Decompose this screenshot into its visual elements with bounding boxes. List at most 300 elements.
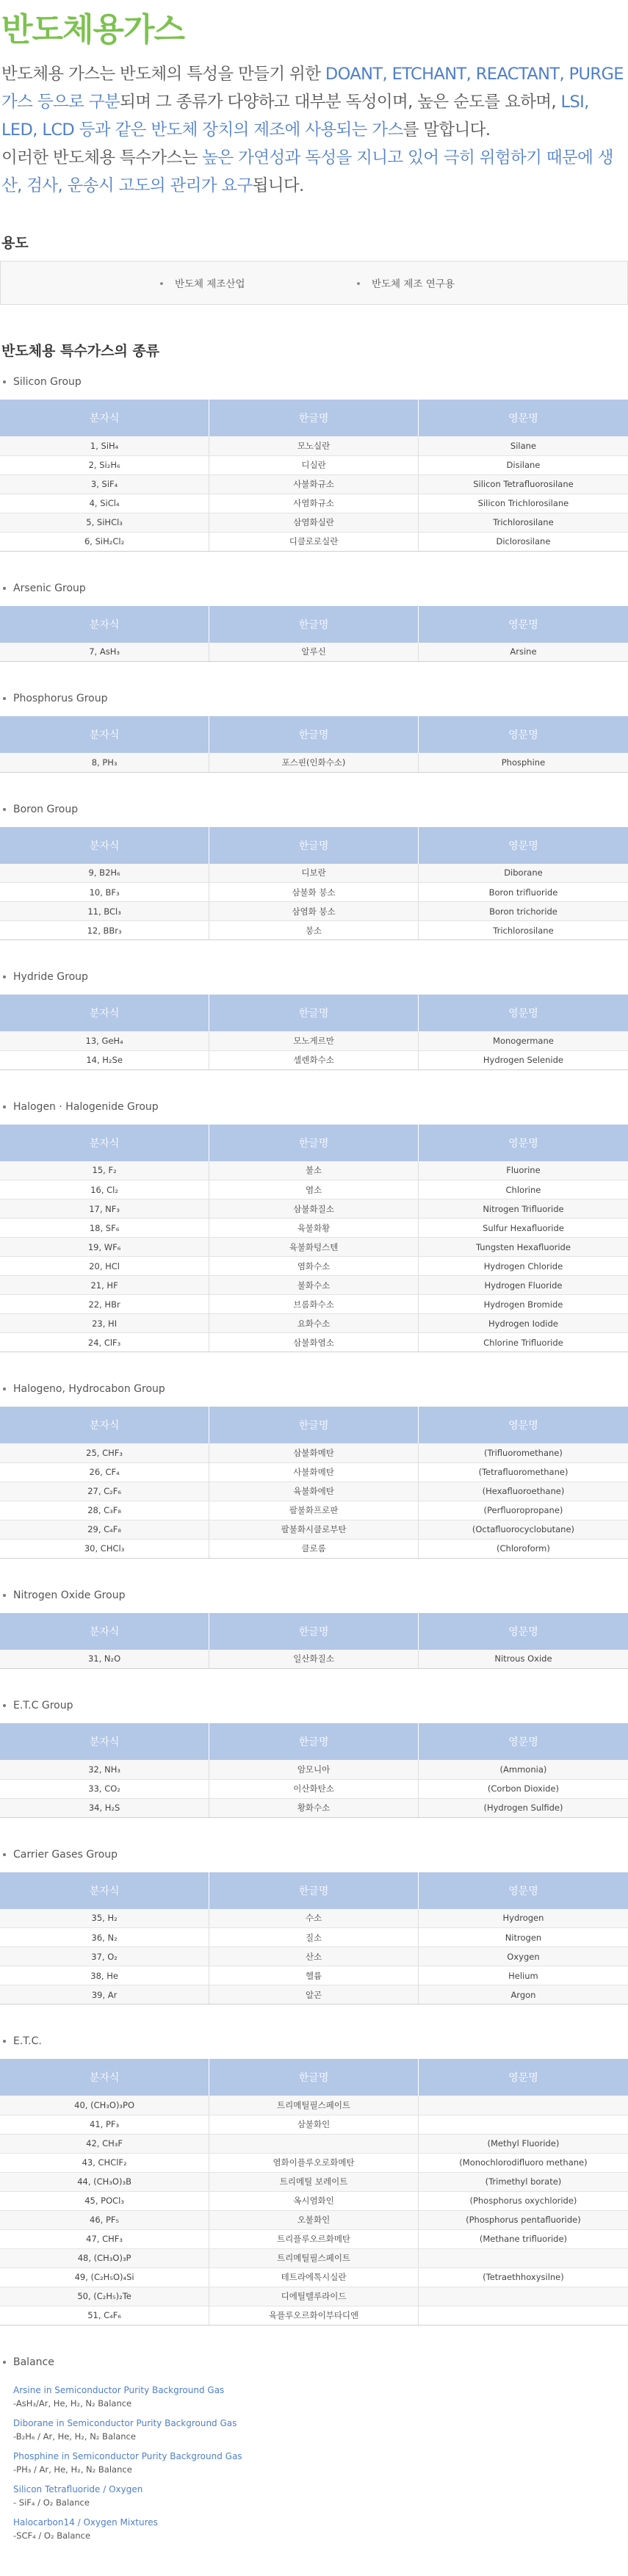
korean-name-cell: 헬륨 bbox=[209, 1966, 419, 1985]
table-header-row bbox=[0, 1407, 628, 1443]
english-name-cell bbox=[418, 2248, 628, 2267]
formula-cell: 32, NH₃ bbox=[0, 1760, 209, 1779]
korean-name-cell: 사염화규소 bbox=[209, 494, 419, 513]
intro-text-plain: 됩니다. bbox=[252, 176, 304, 195]
formula-cell: 39, Ar bbox=[0, 1985, 209, 2005]
column-header: 영문명 bbox=[418, 716, 628, 753]
gas-group bbox=[0, 684, 628, 773]
table-row bbox=[0, 494, 628, 513]
balance-item-title: Phosphine in Semiconductor Purity Background Gas bbox=[13, 2450, 242, 2461]
english-name-cell bbox=[418, 2306, 628, 2325]
balance-section bbox=[0, 2348, 628, 2547]
table-row bbox=[0, 1276, 628, 1295]
english-name-cell: (Tetrafluoromethane) bbox=[418, 1462, 628, 1482]
table-row bbox=[0, 1482, 628, 1501]
korean-name-cell: 사불화규소 bbox=[209, 475, 419, 494]
table-row bbox=[0, 643, 628, 662]
column-header: 영문명 bbox=[418, 1723, 628, 1760]
table-row bbox=[0, 1180, 628, 1199]
table-row bbox=[0, 1539, 628, 1558]
column-header: 한글명 bbox=[209, 1407, 419, 1443]
column-header: 영문명 bbox=[418, 995, 628, 1031]
table-row bbox=[0, 1238, 628, 1257]
english-name-cell: Boron trifluoride bbox=[418, 883, 628, 902]
formula-cell: 34, H₂S bbox=[0, 1798, 209, 1817]
column-header: 분자식 bbox=[0, 716, 209, 753]
column-header: 영문명 bbox=[418, 2059, 628, 2096]
gas-table bbox=[0, 1872, 628, 2005]
english-name-cell: Disilane bbox=[418, 455, 628, 475]
formula-cell: 1, SiH₄ bbox=[0, 436, 209, 455]
column-header: 분자식 bbox=[0, 995, 209, 1031]
english-name-cell: Arsine bbox=[418, 643, 628, 662]
table-row bbox=[0, 864, 628, 883]
group-name: Carrier Gases Group bbox=[0, 1844, 628, 1872]
english-name-cell: Silicon Trichlorosilane bbox=[418, 494, 628, 513]
table-row bbox=[0, 1314, 628, 1333]
balance-item-title: Arsine in Semiconductor Purity Background Gas bbox=[13, 2384, 225, 2395]
formula-cell: 24, ClF₃ bbox=[0, 1333, 209, 1352]
group-name: E.T.C Group bbox=[0, 1695, 628, 1723]
formula-cell: 36, N₂ bbox=[0, 1928, 209, 1947]
table-row bbox=[0, 1462, 628, 1482]
gas-table bbox=[0, 400, 628, 552]
formula-cell: 30, CHCl₃ bbox=[0, 1539, 209, 1558]
gas-group bbox=[0, 1092, 628, 1353]
group-name: Arsenic Group bbox=[0, 578, 628, 606]
english-name-cell: (Methane trifluoride) bbox=[418, 2229, 628, 2248]
column-header: 분자식 bbox=[0, 1613, 209, 1650]
usage-item: • 반도체 제조산업 bbox=[159, 275, 355, 290]
gas-groups bbox=[0, 367, 628, 2326]
table-header-row bbox=[0, 995, 628, 1031]
formula-cell: 45, POCl₃ bbox=[0, 2191, 209, 2210]
korean-name-cell: 육불화텅스텐 bbox=[209, 1238, 419, 1257]
formula-cell: 19, WF₆ bbox=[0, 1238, 209, 1257]
table-row bbox=[0, 902, 628, 921]
formula-cell: 16, Cl₂ bbox=[0, 1180, 209, 1199]
korean-name-cell: 염화수소 bbox=[209, 1257, 419, 1276]
korean-name-cell: 삼염화 붕소 bbox=[209, 902, 419, 921]
table-header-row bbox=[0, 1872, 628, 1909]
gas-table bbox=[0, 1723, 628, 1818]
english-name-cell: Helium bbox=[418, 1966, 628, 1985]
english-name-cell: Hydrogen Fluoride bbox=[418, 1276, 628, 1295]
formula-cell: 14, H₂Se bbox=[0, 1050, 209, 1069]
english-name-cell: (Trimethyl borate) bbox=[418, 2172, 628, 2191]
formula-cell: 25, CHF₃ bbox=[0, 1443, 209, 1462]
gas-group bbox=[0, 962, 628, 1070]
table-row bbox=[0, 2191, 628, 2210]
column-header: 한글명 bbox=[209, 606, 419, 643]
english-name-cell: Hydrogen Selenide bbox=[418, 1050, 628, 1069]
table-row bbox=[0, 2229, 628, 2248]
formula-cell: 3, SiF₄ bbox=[0, 475, 209, 494]
gas-table bbox=[0, 1407, 628, 1559]
usage-box bbox=[0, 261, 628, 305]
usage-title: 용도 bbox=[1, 235, 29, 251]
formula-cell: 23, HI bbox=[0, 1314, 209, 1333]
english-name-cell: Chlorine Trifluoride bbox=[418, 1333, 628, 1352]
gas-table bbox=[0, 1613, 628, 1670]
korean-name-cell: 육플루오르화이부타디엔 bbox=[209, 2306, 419, 2325]
intro-text bbox=[0, 50, 628, 200]
column-header: 분자식 bbox=[0, 1872, 209, 1909]
table-header-row bbox=[0, 1723, 628, 1760]
korean-name-cell: 팔불화시클로부탄 bbox=[209, 1520, 419, 1539]
korean-name-cell: 클로롬 bbox=[209, 1539, 419, 1558]
table-header-row bbox=[0, 606, 628, 643]
korean-name-cell: 수소 bbox=[209, 1909, 419, 1928]
formula-cell: 31, N₂O bbox=[0, 1650, 209, 1669]
balance-item-detail: - SiF₄ / O₂ Balance bbox=[13, 2497, 90, 2508]
formula-cell: 27, C₂F₆ bbox=[0, 1482, 209, 1501]
english-name-cell: (Phosphorus pentafluoride) bbox=[418, 2210, 628, 2229]
formula-cell: 13, GeH₄ bbox=[0, 1031, 209, 1050]
formula-cell: 38, He bbox=[0, 1966, 209, 1985]
formula-cell: 6, SiH₂Cl₂ bbox=[0, 532, 209, 551]
table-row bbox=[0, 2306, 628, 2325]
column-header: 한글명 bbox=[209, 827, 419, 864]
balance-item bbox=[1, 2514, 627, 2547]
balance-item-title: Diborane in Semiconductor Purity Background Gas bbox=[13, 2417, 237, 2428]
formula-cell: 46, PF₅ bbox=[0, 2210, 209, 2229]
table-row bbox=[0, 2287, 628, 2306]
gas-table bbox=[0, 606, 628, 663]
column-header: 영문명 bbox=[418, 827, 628, 864]
korean-name-cell: 요화수소 bbox=[209, 1314, 419, 1333]
table-row bbox=[0, 2115, 628, 2134]
table-row bbox=[0, 1333, 628, 1352]
english-name-cell: Silane bbox=[418, 436, 628, 455]
english-name-cell: Diclorosilane bbox=[418, 532, 628, 551]
formula-cell: 47, CHF₃ bbox=[0, 2229, 209, 2248]
gas-group bbox=[0, 2027, 628, 2326]
english-name-cell bbox=[418, 2287, 628, 2306]
korean-name-cell: 셀렌화수소 bbox=[209, 1050, 419, 1069]
formula-cell: 42, CH₃F bbox=[0, 2134, 209, 2153]
table-row bbox=[0, 1985, 628, 2005]
gas-table bbox=[0, 995, 628, 1070]
group-name: Halogen · Halogenide Group bbox=[0, 1097, 628, 1125]
english-name-cell: Nitrous Oxide bbox=[418, 1650, 628, 1669]
korean-name-cell: 모노실란 bbox=[209, 436, 419, 455]
balance-item-detail: -SCF₄ / O₂ Balance bbox=[13, 2530, 91, 2541]
gas-group bbox=[0, 1581, 628, 1670]
table-row bbox=[0, 1031, 628, 1050]
korean-name-cell: 옥시염화인 bbox=[209, 2191, 419, 2210]
table-row bbox=[0, 1650, 628, 1669]
column-header: 분자식 bbox=[0, 1723, 209, 1760]
balance-item bbox=[1, 2447, 627, 2481]
english-name-cell: Sulfur Hexafluoride bbox=[418, 1219, 628, 1238]
korean-name-cell: 이산화탄소 bbox=[209, 1779, 419, 1798]
english-name-cell: Oxygen bbox=[418, 1947, 628, 1966]
table-row bbox=[0, 1199, 628, 1219]
group-name: Boron Group bbox=[0, 799, 628, 827]
korean-name-cell: 디실란 bbox=[209, 455, 419, 475]
english-name-cell: Trichlorosilane bbox=[418, 513, 628, 532]
balance-item-detail: -B₂H₆ / Ar, He, H₂, N₂ Balance bbox=[13, 2431, 136, 2442]
table-row bbox=[0, 1443, 628, 1462]
table-row bbox=[0, 753, 628, 772]
english-name-cell: Diborane bbox=[418, 864, 628, 883]
balance-item-title: Silicon Tetrafluoride / Oxygen bbox=[13, 2483, 143, 2494]
formula-cell: 10, BF₃ bbox=[0, 883, 209, 902]
group-name: Silicon Group bbox=[0, 372, 628, 400]
gas-types-title: 반도체용 특수가스의 종류 bbox=[1, 343, 160, 359]
gas-group bbox=[0, 1374, 628, 1559]
korean-name-cell: 알곤 bbox=[209, 1985, 419, 2005]
korean-name-cell: 불화수소 bbox=[209, 1276, 419, 1295]
table-row bbox=[0, 2172, 628, 2191]
column-header: 한글명 bbox=[209, 1125, 419, 1161]
formula-cell: 11, BCl₃ bbox=[0, 902, 209, 921]
balance-item bbox=[1, 2414, 627, 2447]
intro-text-highlight: 높은 가연성과 독성을 지니고 있어 극히 위험하기 때문에 생산, 검사, 운송시 고도의 관리가 요구 bbox=[1, 148, 613, 195]
table-row bbox=[0, 1520, 628, 1539]
column-header: 한글명 bbox=[209, 400, 419, 436]
table-row bbox=[0, 1050, 628, 1069]
column-header: 분자식 bbox=[0, 2059, 209, 2096]
english-name-cell: (Hexafluoroethane) bbox=[418, 1482, 628, 1501]
english-name-cell: (Perfluoropropane) bbox=[418, 1501, 628, 1520]
korean-name-cell: 황화수소 bbox=[209, 1798, 419, 1817]
table-header-row bbox=[0, 1613, 628, 1650]
group-name: Phosphorus Group bbox=[0, 688, 628, 716]
table-row bbox=[0, 2210, 628, 2229]
column-header: 영문명 bbox=[418, 1613, 628, 1650]
balance-list bbox=[0, 2380, 628, 2547]
english-name-cell: (Trifluoromethane) bbox=[418, 1443, 628, 1462]
korean-name-cell: 삼불화인 bbox=[209, 2115, 419, 2134]
intro-text-plain: 를 말합니다. bbox=[403, 120, 491, 140]
balance-item-title: Halocarbon14 / Oxygen Mixtures bbox=[13, 2517, 158, 2528]
formula-cell: 26, CF₄ bbox=[0, 1462, 209, 1482]
gas-group bbox=[0, 795, 628, 941]
balance-item-detail: -PH₃ / Ar, He, H₂, N₂ Balance bbox=[13, 2464, 132, 2475]
gas-group bbox=[0, 367, 628, 552]
korean-name-cell: 일산화질소 bbox=[209, 1650, 419, 1669]
korean-name-cell: 산소 bbox=[209, 1947, 419, 1966]
formula-cell: 43, CHClF₂ bbox=[0, 2153, 209, 2172]
english-name-cell: (Corbon Dioxide) bbox=[418, 1779, 628, 1798]
intro-text-highlight: PURGE 가스 등으로 구분 bbox=[1, 65, 624, 112]
formula-cell: 8, PH₃ bbox=[0, 753, 209, 772]
page-title: 반도체용가스 bbox=[1, 11, 185, 48]
table-row bbox=[0, 1257, 628, 1276]
korean-name-cell: 브롬화수소 bbox=[209, 1295, 419, 1314]
gas-table bbox=[0, 2059, 628, 2326]
korean-name-cell: 육불화황 bbox=[209, 1219, 419, 1238]
formula-cell: 9, B2H₆ bbox=[0, 864, 209, 883]
column-header: 영문명 bbox=[418, 1872, 628, 1909]
intro-paragraph-1 bbox=[1, 60, 627, 144]
english-name-cell: Phosphine bbox=[418, 753, 628, 772]
column-header: 한글명 bbox=[209, 1723, 419, 1760]
english-name-cell: (Phosphorus oxychloride) bbox=[418, 2191, 628, 2210]
column-header: 분자식 bbox=[0, 1407, 209, 1443]
korean-name-cell: 질소 bbox=[209, 1928, 419, 1947]
gas-table bbox=[0, 716, 628, 773]
table-row bbox=[0, 1909, 628, 1928]
table-header-row bbox=[0, 827, 628, 864]
table-row bbox=[0, 2267, 628, 2287]
english-name-cell: Silicon Tetrafluorosilane bbox=[418, 475, 628, 494]
balance-item-detail: -AsH₃/Ar, He, H₂, N₂ Balance bbox=[13, 2398, 132, 2409]
korean-name-cell: 염소 bbox=[209, 1180, 419, 1199]
korean-name-cell: 트리메틸 보레이트 bbox=[209, 2172, 419, 2191]
english-name-cell: Trichlorosilane bbox=[418, 921, 628, 940]
korean-name-cell: 불소 bbox=[209, 1161, 419, 1180]
column-header: 분자식 bbox=[0, 400, 209, 436]
english-name-cell: Fluorine bbox=[418, 1161, 628, 1180]
korean-name-cell: 사불화메탄 bbox=[209, 1462, 419, 1482]
formula-cell: 28, C₃F₈ bbox=[0, 1501, 209, 1520]
formula-cell: 37, O₂ bbox=[0, 1947, 209, 1966]
english-name-cell: Hydrogen bbox=[418, 1909, 628, 1928]
korean-name-cell: 디에틸텔루라이드 bbox=[209, 2287, 419, 2306]
korean-name-cell: 디보란 bbox=[209, 864, 419, 883]
usage-item: • 반도체 제조 연구용 bbox=[355, 275, 552, 290]
intro-paragraph-2 bbox=[1, 144, 627, 200]
column-header: 영문명 bbox=[418, 1407, 628, 1443]
gas-group bbox=[0, 574, 628, 663]
english-name-cell: Nitrogen Trifluoride bbox=[418, 1199, 628, 1219]
column-header: 분자식 bbox=[0, 1125, 209, 1161]
column-header: 한글명 bbox=[209, 2059, 419, 2096]
korean-name-cell: 염화이플루오로화메탄 bbox=[209, 2153, 419, 2172]
column-header: 한글명 bbox=[209, 995, 419, 1031]
korean-name-cell: 암모니아 bbox=[209, 1760, 419, 1779]
english-name-cell: (Monochlorodifluoro methane) bbox=[418, 2153, 628, 2172]
english-name-cell: Boron trichoride bbox=[418, 902, 628, 921]
formula-cell: 50, (C₂H₅)₂Te bbox=[0, 2287, 209, 2306]
formula-cell: 29, C₄F₈ bbox=[0, 1520, 209, 1539]
korean-name-cell: 육불화에탄 bbox=[209, 1482, 419, 1501]
korean-name-cell: 디클로로실란 bbox=[209, 532, 419, 551]
column-header: 분자식 bbox=[0, 827, 209, 864]
table-row bbox=[0, 1798, 628, 1817]
intro-text-highlight: LSI, LED, LCD 등과 같은 반도체 장치의 제조에 사용되는 가스 bbox=[1, 93, 589, 140]
korean-name-cell: 트리메틸필스페이트 bbox=[209, 2248, 419, 2267]
gas-group bbox=[0, 1691, 628, 1818]
group-name: Halogeno, Hydrocabon Group bbox=[0, 1379, 628, 1407]
english-name-cell: (Ammonia) bbox=[418, 1760, 628, 1779]
formula-cell: 21, HF bbox=[0, 1276, 209, 1295]
english-name-cell: Hydrogen Iodide bbox=[418, 1314, 628, 1333]
formula-cell: 2, Si₂H₆ bbox=[0, 455, 209, 475]
english-name-cell: (Methyl Fluoride) bbox=[418, 2134, 628, 2153]
formula-cell: 7, AsH₃ bbox=[0, 643, 209, 662]
table-header-row bbox=[0, 2059, 628, 2096]
table-row bbox=[0, 1947, 628, 1966]
formula-cell: 17, NF₃ bbox=[0, 1199, 209, 1219]
formula-cell: 12, BBr₃ bbox=[0, 921, 209, 940]
table-row bbox=[0, 1219, 628, 1238]
english-name-cell: (Hydrogen Sulfide) bbox=[418, 1798, 628, 1817]
formula-cell: 18, SF₆ bbox=[0, 1219, 209, 1238]
column-header: 영문명 bbox=[418, 400, 628, 436]
korean-name-cell: 모노게르만 bbox=[209, 1031, 419, 1050]
column-header: 영문명 bbox=[418, 1125, 628, 1161]
table-row bbox=[0, 2134, 628, 2153]
table-row bbox=[0, 1760, 628, 1779]
table-row bbox=[0, 883, 628, 902]
table-row bbox=[0, 1501, 628, 1520]
table-header-row bbox=[0, 400, 628, 436]
table-row bbox=[0, 921, 628, 940]
gas-table bbox=[0, 827, 628, 941]
formula-cell: 22, HBr bbox=[0, 1295, 209, 1314]
korean-name-cell: 삼염화실란 bbox=[209, 513, 419, 532]
korean-name-cell: 삼불화질소 bbox=[209, 1199, 419, 1219]
formula-cell: 33, CO₂ bbox=[0, 1779, 209, 1798]
korean-name-cell: 삼불화염소 bbox=[209, 1333, 419, 1352]
table-row bbox=[0, 455, 628, 475]
korean-name-cell: 삼불화메탄 bbox=[209, 1443, 419, 1462]
column-header: 한글명 bbox=[209, 716, 419, 753]
table-row bbox=[0, 532, 628, 551]
table-row bbox=[0, 1161, 628, 1180]
english-name-cell: Nitrogen bbox=[418, 1928, 628, 1947]
intro-text-plain: 되며 그 종류가 다양하고 대부분 독성이며, 높은 순도를 요하며, bbox=[120, 93, 561, 112]
table-row bbox=[0, 2096, 628, 2115]
korean-name-cell: 삼불화 붕소 bbox=[209, 883, 419, 902]
formula-cell: 20, HCl bbox=[0, 1257, 209, 1276]
formula-cell: 5, SiHCl₃ bbox=[0, 513, 209, 532]
table-header-row bbox=[0, 716, 628, 753]
formula-cell: 4, SiCl₄ bbox=[0, 494, 209, 513]
table-header-row bbox=[0, 1125, 628, 1161]
formula-cell: 48, (CH₃O)₃P bbox=[0, 2248, 209, 2267]
balance-title: Balance bbox=[0, 2352, 628, 2380]
english-name-cell bbox=[418, 2096, 628, 2115]
formula-cell: 44, (CH₃O)₃B bbox=[0, 2172, 209, 2191]
formula-cell: 51, C₄F₆ bbox=[0, 2306, 209, 2325]
intro-text-plain: 이러한 반도체용 특수가스는 bbox=[1, 148, 203, 167]
table-row bbox=[0, 2248, 628, 2267]
english-name-cell: Chlorine bbox=[418, 1180, 628, 1199]
table-row bbox=[0, 1928, 628, 1947]
korean-name-cell: 붕소 bbox=[209, 921, 419, 940]
intro-text-plain: 반도체용 가스는 반도체의 특성을 만들기 위한 bbox=[1, 65, 325, 84]
korean-name-cell bbox=[209, 2134, 419, 2153]
column-header: 영문명 bbox=[418, 606, 628, 643]
balance-item bbox=[1, 2481, 627, 2514]
table-row bbox=[0, 1295, 628, 1314]
english-name-cell: (Octafluorocyclobutane) bbox=[418, 1520, 628, 1539]
korean-name-cell: 팔불화프로판 bbox=[209, 1501, 419, 1520]
formula-cell: 35, H₂ bbox=[0, 1909, 209, 1928]
korean-name-cell: 오불화인 bbox=[209, 2210, 419, 2229]
formula-cell: 41, PF₃ bbox=[0, 2115, 209, 2134]
group-name: E.T.C. bbox=[0, 2031, 628, 2059]
english-name-cell: Tungsten Hexafluoride bbox=[418, 1238, 628, 1257]
gas-group bbox=[0, 1840, 628, 2005]
korean-name-cell: 포스핀(인화수소) bbox=[209, 753, 419, 772]
english-name-cell: (Chloroform) bbox=[418, 1539, 628, 1558]
table-row bbox=[0, 1779, 628, 1798]
table-row bbox=[0, 513, 628, 532]
table-row bbox=[0, 436, 628, 455]
korean-name-cell: 트리플루오르화메탄 bbox=[209, 2229, 419, 2248]
column-header: 한글명 bbox=[209, 1613, 419, 1650]
group-name: Nitrogen Oxide Group bbox=[0, 1585, 628, 1613]
column-header: 한글명 bbox=[209, 1872, 419, 1909]
table-row bbox=[0, 1966, 628, 1985]
table-row bbox=[0, 475, 628, 494]
